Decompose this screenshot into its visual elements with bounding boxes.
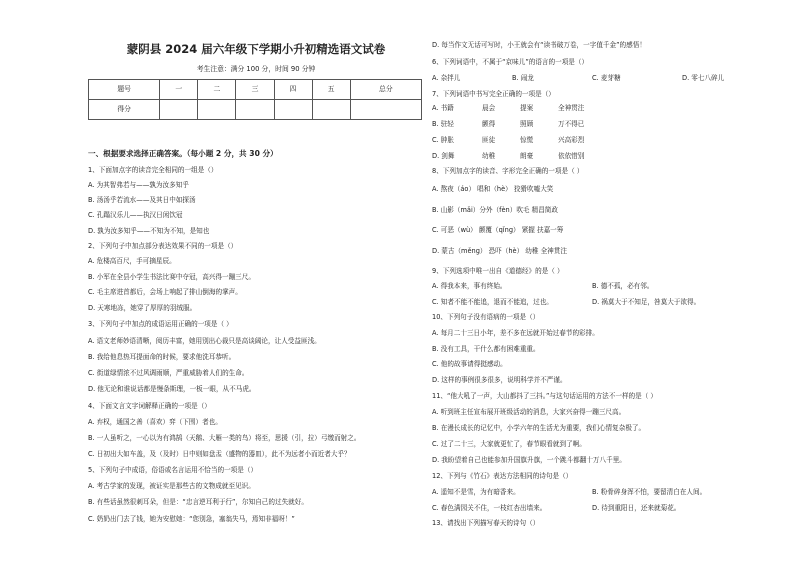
score-cell: 五	[312, 80, 350, 100]
option-item: 照顾	[520, 120, 534, 128]
question-line: C. 奶奶出门去了钱，她为安慰她：“您别急，塞翁失马，焉知非福呀！”	[88, 515, 295, 523]
score-cell	[312, 100, 350, 120]
option-item: D. 剑舞	[432, 152, 455, 160]
score-cell: 一	[160, 80, 198, 100]
score-cell	[160, 100, 198, 120]
question-line: D. 他无论和谁说话都是慢条斯理，一板一眼，从不马虎。	[88, 385, 256, 393]
question-line: 12、下列与《竹石》表达方法相同的诗句是（）	[432, 472, 573, 480]
question-line: C. 他的故事请得挺感动。	[432, 360, 507, 368]
question-line: B. 山影（mǎi）分外（fèn）吹毛 精昌简政	[432, 206, 558, 214]
question-line: A. 听到班主任宣布展开班级活动的消息，大家兴奋得一蹦三尺高。	[432, 408, 626, 416]
question-line: D. 蒙古（měng） 恐吓（hè） 幼稚 全神贯注	[432, 247, 567, 255]
option-item: 万不得已	[558, 120, 585, 128]
option-item: C. 知者不能不能追，退而不能追，过也。	[432, 298, 553, 306]
score-cell: 题号	[89, 80, 160, 100]
score-cell: 三	[236, 80, 274, 100]
exam-notice: 考生注意：满分 100 分，时间 90 分钟	[196, 65, 316, 73]
option-item: 晨会	[482, 104, 496, 112]
option-item: C. 春色满园关不住，一枝红杏出墙来。	[432, 504, 547, 512]
question-line: B. 小军在全县小学生书法比赛中夺冠，高兴得一蹦三尺。	[88, 273, 255, 281]
score-table	[88, 79, 422, 120]
option-item: 全神贯注	[558, 104, 585, 112]
exam-title: 蒙阴县 2024 届六年级下学期小升初精选语文试卷	[126, 42, 386, 56]
question-line: D. 我盼望着自己也能参加升国旗升旗，一个跳斗都翻十万八千里。	[432, 456, 626, 464]
question-line: C. 街道绿情浓不过风调雨顺，严重威胁着人们的生命。	[88, 369, 249, 377]
option-item: D. 零七八碎儿	[682, 74, 725, 82]
option-item: B. 闹龙	[512, 74, 534, 82]
section-heading: 一、根据要求选择正确答案。（每小题 2 分，共 30 分）	[88, 149, 278, 158]
option-item: A. 杂拌儿	[432, 74, 461, 82]
question-line: C. 孔蹋汉乐儿——执汉日闲饮冠	[88, 211, 183, 219]
score-cell	[274, 100, 312, 120]
option-item: 颤得	[482, 120, 496, 128]
question-line: A. 每月二十三日小年，差不多在远就开始过春节的彩排。	[432, 329, 599, 337]
question-line: B. 我给他息热耳提面命的时候，要求他洗耳恭听。	[88, 353, 236, 361]
option-item: C. 肿胀	[432, 136, 454, 144]
option-item: 惊慌	[520, 136, 534, 144]
question-line: C. 日初出大如车盖，及（及时）日中则如盘盂（盛物的器皿），此不为远者小而近者大乎？	[88, 450, 351, 458]
score-cell: 总分	[350, 80, 421, 100]
question-line: B. 有些话虽然很刺耳朵，但是：“忠言逆耳利于行”，尔知自己的过失就好。	[88, 498, 308, 506]
question-line: D. 孰为汝多知乎——不知为不知，是知也	[88, 227, 210, 235]
option-item: A. 遥知不是雪，为有暗香来。	[432, 488, 520, 496]
option-item: A. 书籍	[432, 104, 454, 112]
question-line: B. 在漫长成长的记忆中，小学六年的生活尤为重要，我们心情复杂极了。	[432, 424, 646, 432]
question-line: 11、“他大吼了一声，大山都抖了三抖。”与这句话运用的方法不一样的是（ ）	[432, 392, 658, 400]
score-cell	[236, 100, 274, 120]
score-value-row	[89, 100, 422, 120]
score-cell: 得分	[89, 100, 160, 120]
option-item: B. 驻轻	[432, 120, 454, 128]
question-line: 2、下列句子中加点部分表达效果不同的一项是（）	[88, 242, 238, 250]
option-item: 匪徒	[482, 136, 496, 144]
question-line: 9、下列选项中唯一出自《道德经》的是（ ）	[432, 267, 564, 275]
question-line: A. 考古学家的发现，被证实是那些古的文物成就至见识。	[88, 482, 255, 490]
option-item: 幼稚	[482, 152, 496, 160]
question-line: A. 语文老师妙语清晰，阅历丰富，她用别出心裁只是高谈阔论，让人受益匪浅。	[88, 337, 321, 345]
question-line: D. 每当作文无话可写时，小王就会有“读书破万卷，一字值千金”的感悟！	[432, 41, 646, 49]
question-line: D. 这样的事例很多很多，说明科学并不严谨。	[432, 376, 567, 384]
question-line: 7、下列词语中书写完全正确的一项是（）	[432, 90, 555, 98]
score-cell	[198, 100, 236, 120]
option-item: 兴高彩烈	[558, 136, 585, 144]
question-line: C. 过了二十三，大家就更忙了，春节眼看就到了啊。	[432, 440, 586, 448]
question-line: C. 可恶（wù） 颤覆（qǐng） 紧握 扶嘉一筹	[432, 226, 564, 234]
question-line: 8、下列加点字的读音、字形完全正确的一项是（ ）	[432, 167, 584, 175]
question-line: C. 毛主席进首都后，会场上响起了排山倒海的掌声。	[88, 288, 242, 296]
option-item: 朗豪	[520, 152, 534, 160]
score-cell: 二	[198, 80, 236, 100]
option-item: D. 待到重阳日，还来就菊花。	[592, 504, 681, 512]
question-line: B. 汤汤乎若流水——及其日中如探汤	[88, 196, 196, 204]
option-item: B. 粉骨碎身浑不怕，要留清白在人间。	[592, 488, 707, 496]
question-line: 13、请找出下列描写春天的诗句（）	[432, 519, 540, 527]
score-cell: 四	[274, 80, 312, 100]
question-line: 6、下列词语中，不属于“京味儿”的语言的一项是（）	[432, 58, 589, 66]
option-item: C. 麦芽糖	[592, 74, 621, 82]
question-line: B. 一人虽听之，一心以为有鸿鹄（天鹅、大雁一类的鸟）将至，思援（引，拉）弓缴而射之。	[88, 434, 361, 442]
option-item: B. 德不孤，必有邻。	[592, 282, 654, 290]
question-line: A. 弃权，通国之善（喜欢）弈（下围）者也。	[88, 418, 222, 426]
question-line: 5、下列句子中成语，俗语或名言运用不恰当的一项是（）	[88, 466, 258, 474]
option-item: D. 祸莫大于不知足，咎莫大于欲得。	[592, 298, 701, 306]
question-line: B. 没有工具，干什么都有困难重重。	[432, 345, 540, 353]
score-header-row	[89, 80, 422, 100]
score-cell	[350, 100, 421, 120]
option-item: 提案	[520, 104, 534, 112]
question-line: 3、下列句子中加点的成语运用正确的一项是（ ）	[88, 320, 233, 328]
question-line: 10、下列句子没有语病的一项是（）	[432, 313, 540, 321]
option-item: 依依惜别	[558, 152, 585, 160]
question-line: A. 危楼高百尺，手可摘星辰。	[88, 257, 176, 265]
question-line: A. 熬夜（áo） 唱和（hè） 狡猾吹嘘大笑	[432, 185, 554, 193]
question-line: D. 天寒地冻，她穿了厚厚的羽绒服。	[88, 304, 197, 312]
question-line: 1、下面加点字的读音完全相同的一组是（）	[88, 166, 218, 174]
question-line: 4、下面文言文字词解释正确的一项是（）	[88, 402, 211, 410]
option-item: A. 得我本来，事有终始。	[432, 282, 507, 290]
question-line: A. 为其智弗若与——孰为汝多知乎	[88, 181, 189, 189]
